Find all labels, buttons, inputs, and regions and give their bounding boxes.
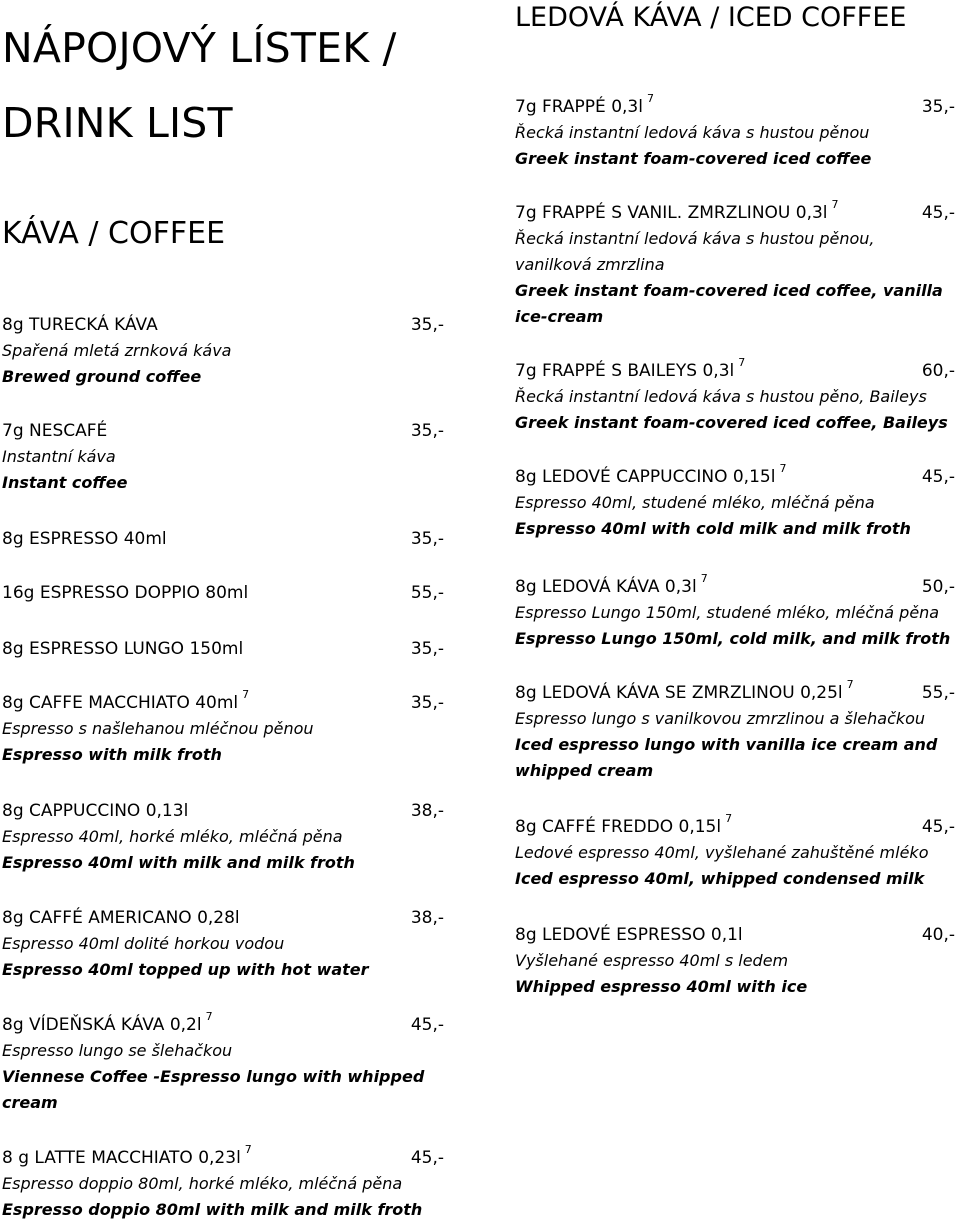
menu-item-name — [2, 636, 243, 662]
menu-item-price: 40,- — [921, 925, 955, 945]
menu-item-row — [515, 814, 955, 840]
menu-item-description-cz: Řecká instantní ledová káva s hustou pěnou — [515, 123, 870, 142]
menu-item-name — [2, 312, 158, 338]
menu-item-description-en: Greek instant foam-covered iced coffee, vanilla ice-cream — [515, 281, 943, 326]
menu-item-row — [2, 636, 444, 662]
menu-item-name — [2, 526, 167, 552]
page-title-line2: DRINK LIST — [2, 99, 233, 147]
menu-item — [2, 905, 444, 983]
menu-item-price: 45,- — [921, 203, 955, 223]
menu-item-description-en: Espresso 40ml with cold milk and milk froth — [515, 519, 911, 538]
menu-item — [515, 200, 955, 330]
menu-item-name — [2, 1012, 213, 1038]
menu-item-name-text: 7g FRAPPÉ 0,3l — [515, 97, 643, 117]
menu-item-price: 60,- — [921, 361, 955, 381]
menu-item-description-cz: Řecká instantní ledová káva s hustou pěno, Baileys — [515, 387, 927, 406]
menu-item-row — [515, 574, 955, 600]
menu-item-description-cz: Espresso 40ml dolité horkou vodou — [2, 934, 285, 953]
menu-item-price: 35,- — [410, 639, 444, 659]
menu-item-name-text: 8g LEDOVÁ KÁVA SE ZMRZLINOU 0,25l — [515, 683, 843, 703]
page-title-line1: NÁPOJOVÝ LÍSTEK / — [2, 24, 397, 72]
menu-item-row — [2, 526, 444, 552]
menu-item — [515, 814, 955, 892]
menu-item-name — [2, 418, 107, 444]
menu-item-name — [2, 1145, 252, 1171]
menu-item — [515, 464, 955, 542]
menu-item-name-text: 8g LEDOVÁ KÁVA 0,3l — [515, 577, 697, 597]
allergen-marker: 7 — [646, 92, 654, 106]
menu-item — [2, 1145, 444, 1223]
menu-item-row — [2, 905, 444, 931]
menu-item-description-en: Brewed ground coffee — [2, 367, 202, 386]
menu-item-description-cz: Espresso s našlehanou mléčnou pěnou — [2, 719, 314, 738]
menu-item-description-en: Greek instant foam-covered iced coffee — [515, 149, 872, 168]
menu-item-name-text: 8g ESPRESSO LUNGO 150ml — [2, 639, 244, 659]
menu-item — [2, 580, 444, 606]
allergen-marker: 7 — [205, 1010, 213, 1024]
menu-item-name — [515, 922, 743, 948]
menu-item-price: 45,- — [410, 1148, 444, 1168]
menu-item — [2, 526, 444, 552]
menu-item-description-en: Iced espresso 40ml, whipped condensed milk — [515, 869, 925, 888]
menu-item-name — [515, 574, 708, 600]
menu-item — [2, 690, 444, 768]
menu-item — [515, 358, 955, 436]
allergen-marker: 7 — [242, 688, 250, 702]
menu-item-price: 35,- — [410, 315, 444, 335]
menu-item-description-cz: Vyšlehané espresso 40ml s ledem — [515, 951, 789, 970]
menu-item-name — [2, 905, 240, 931]
allergen-marker: 7 — [846, 678, 854, 692]
menu-item-name — [515, 200, 839, 226]
menu-item-description-en: Greek instant foam-covered iced coffee, Baileys — [515, 413, 948, 432]
menu-item — [515, 922, 955, 1000]
menu-item-row — [2, 1145, 444, 1171]
menu-item-price: 38,- — [410, 801, 444, 821]
allergen-marker: 7 — [700, 572, 708, 586]
menu-item-description-cz: Espresso 40ml, horké mléko, mléčná pěna — [2, 827, 343, 846]
menu-item-description-en: Espresso 40ml with milk and milk froth — [2, 853, 355, 872]
menu-item-description-en: Whipped espresso 40ml with ice — [515, 977, 808, 996]
menu-item-row — [515, 680, 955, 706]
menu-item-name-text: 16g ESPRESSO DOPPIO 80ml — [2, 583, 249, 603]
menu-item-price: 45,- — [921, 467, 955, 487]
menu-item-name-text: 8g LEDOVÉ ESPRESSO 0,1l — [515, 925, 743, 945]
menu-item-row — [515, 358, 955, 384]
menu-item-name — [2, 690, 249, 716]
menu-item-name-text: 8g CAPPUCCINO 0,13l — [2, 801, 189, 821]
allergen-marker: 7 — [725, 812, 733, 826]
menu-item-name-text: 8g ESPRESSO 40ml — [2, 529, 167, 549]
menu-item-name-text: 8g CAFFE MACCHIATO 40ml — [2, 693, 239, 713]
menu-item-price: 55,- — [921, 683, 955, 703]
menu-item-description-en: Iced espresso lungo with vanilla ice cream and whipped cream — [515, 735, 938, 780]
menu-item — [515, 574, 955, 652]
menu-item-row — [515, 200, 955, 226]
menu-item-description-en: Viennese Coffee -Espresso lungo with whipped cream — [2, 1067, 425, 1112]
menu-item — [515, 94, 955, 172]
menu-item-description-en: Espresso Lungo 150ml, cold milk, and milk froth — [515, 629, 951, 648]
menu-item-name-text: 7g NESCAFÉ — [2, 421, 108, 441]
menu-item-row — [2, 580, 444, 606]
menu-item-price: 55,- — [410, 583, 444, 603]
iced-coffee-heading: LEDOVÁ KÁVA / ICED COFFEE — [515, 2, 907, 33]
menu-item-price: 35,- — [921, 97, 955, 117]
menu-item-name — [2, 580, 248, 606]
menu-item-description-en: Instant coffee — [2, 473, 128, 492]
menu-item-name — [515, 814, 732, 840]
menu-item-row — [515, 464, 955, 490]
menu-item-row — [2, 1012, 444, 1038]
menu-item-description-cz: Ledové espresso 40ml, vyšlehané zahuštěné mléko — [515, 843, 929, 862]
allergen-marker: 7 — [244, 1143, 252, 1157]
menu-item-description-cz: Řecká instantní ledová káva s hustou pěnou, vanilková zmrzlina — [515, 229, 875, 274]
menu-item — [2, 418, 444, 496]
allergen-marker: 7 — [831, 198, 839, 212]
menu-item — [2, 636, 444, 662]
menu-item-price: 50,- — [921, 577, 955, 597]
menu-item — [2, 312, 444, 390]
menu-item-name-text: 8g VÍDEŇSKÁ KÁVA 0,2l — [2, 1015, 202, 1035]
menu-item-description-cz: Espresso Lungo 150ml, studené mléko, mléčná pěna — [515, 603, 940, 622]
menu-item-name — [2, 798, 188, 824]
menu-item-description-cz: Instantní káva — [2, 447, 116, 466]
menu-item-description-en: Espresso 40ml topped up with hot water — [2, 960, 369, 979]
menu-item — [2, 1012, 444, 1116]
menu-item-name-text: 8g CAFFÉ AMERICANO 0,28l — [2, 908, 240, 928]
menu-item-description-en: Espresso doppio 80ml with milk and milk froth — [2, 1200, 423, 1219]
menu-item-name — [515, 94, 654, 120]
menu-item-price: 45,- — [921, 817, 955, 837]
menu-item-row — [515, 922, 955, 948]
allergen-marker: 7 — [779, 462, 787, 476]
menu-item-price: 35,- — [410, 529, 444, 549]
menu-item-description-cz: Espresso 40ml, studené mléko, mléčná pěna — [515, 493, 875, 512]
menu-item-name-text: 7g FRAPPÉ S BAILEYS 0,3l — [515, 361, 735, 381]
menu-item-price: 45,- — [410, 1015, 444, 1035]
menu-item-name-text: 7g FRAPPÉ S VANIL. ZMRZLINOU 0,3l — [515, 203, 828, 223]
menu-item-name-text: 8g LEDOVÉ CAPPUCCINO 0,15l — [515, 467, 776, 487]
menu-item-description-cz: Espresso doppio 80ml, horké mléko, mléčná pěna — [2, 1174, 403, 1193]
menu-item-name — [515, 358, 745, 384]
menu-item-description-cz: Spařená mletá zrnková káva — [2, 341, 232, 360]
menu-item-name-text: 8g TURECKÁ KÁVA — [2, 315, 158, 335]
menu-item-row — [2, 690, 444, 716]
menu-item-name-text: 8 g LATTE MACCHIATO 0,23l — [2, 1148, 241, 1168]
menu-item-row — [2, 798, 444, 824]
menu-item-name-text: 8g CAFFÉ FREDDO 0,15l — [515, 817, 722, 837]
menu-item — [515, 680, 955, 784]
menu-item-price: 35,- — [410, 421, 444, 441]
menu-item-description-en: Espresso with milk froth — [2, 745, 222, 764]
menu-item — [2, 798, 444, 876]
menu-item-price: 38,- — [410, 908, 444, 928]
coffee-heading: KÁVA / COFFEE — [2, 216, 226, 251]
menu-item-description-cz: Espresso lungo s vanilkovou zmrzlinou a šlehačkou — [515, 709, 926, 728]
menu-item-description-cz: Espresso lungo se šlehačkou — [2, 1041, 233, 1060]
menu-item-row — [2, 418, 444, 444]
menu-item-price: 35,- — [410, 693, 444, 713]
allergen-marker: 7 — [738, 356, 746, 370]
menu-item-name — [515, 680, 854, 706]
menu-item-name — [515, 464, 786, 490]
menu-item-row — [515, 94, 955, 120]
menu-item-row — [2, 312, 444, 338]
